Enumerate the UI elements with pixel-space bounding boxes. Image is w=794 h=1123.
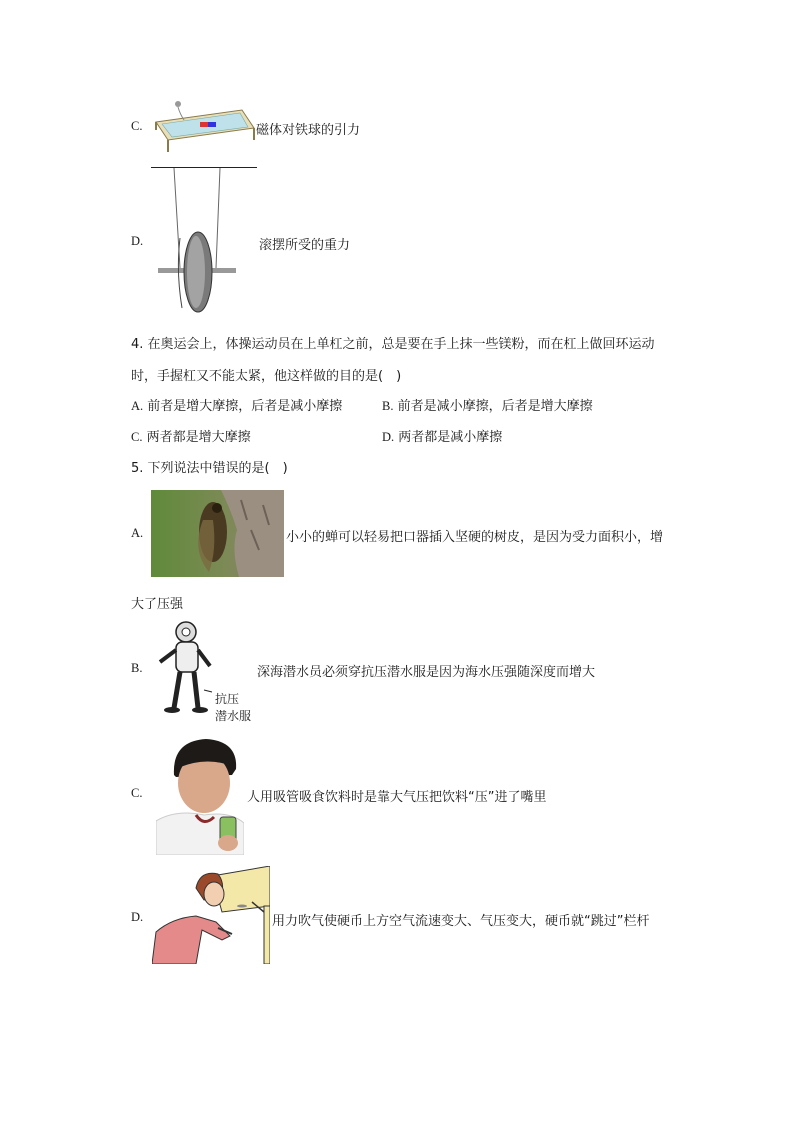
q4-stem-line1: 4. 在奥运会上，体操运动员在上单杠之前，总是要在手上抹一些镁粉，而在杠上做回环运动 bbox=[131, 337, 655, 352]
cicada-photo bbox=[151, 490, 284, 577]
option-label-c-prev: C. bbox=[131, 119, 143, 133]
pendulum-figure bbox=[150, 168, 240, 318]
q4-option-b: B. 前者是减小摩擦，后者是增大摩擦 bbox=[382, 399, 593, 414]
q5-option-a-cont: 大了压强 bbox=[131, 597, 184, 612]
option-text-d-prev: 滚摆所受的重力 bbox=[259, 238, 351, 253]
q4-option-d: D. 两者都是减小摩擦 bbox=[382, 430, 503, 445]
q5-option-c-text: 人用吸管吸食饮料时是靠大气压把饮料“压”进了嘴里 bbox=[247, 790, 547, 805]
q4-option-c: C. 两者都是增大摩擦 bbox=[131, 430, 251, 445]
q5-option-a-text: 小小的蝉可以轻易把口器插入坚硬的树皮，是因为受力面积小，增 bbox=[286, 530, 664, 545]
magnet-board-figure bbox=[150, 100, 258, 155]
diver-label-2: 潜水服 bbox=[215, 709, 252, 723]
coin-blow-figure bbox=[152, 866, 270, 964]
q5-option-b-text: 深海潜水员必须穿抗压潜水服是因为海水压强随深度而增大 bbox=[257, 665, 596, 680]
q5-stem: 5. 下列说法中错误的是( ) bbox=[131, 461, 288, 476]
q4-stem-line2: 时，手握杠又不能太紧，他这样做的目的是( ) bbox=[131, 369, 402, 384]
option-text-c-prev: 磁体对铁球的引力 bbox=[256, 123, 361, 138]
q4-option-a: A. 前者是增大摩擦，后者是减小摩擦 bbox=[131, 399, 343, 414]
q5-option-d-text: 用力吹气使硬币上方空气流速变大、气压变大，硬币就“跳过”栏杆 bbox=[272, 914, 650, 929]
q5-option-b-label: B. bbox=[131, 661, 143, 675]
boy-drinking-photo bbox=[156, 735, 244, 855]
q5-option-a-label: A. bbox=[131, 526, 144, 540]
q5-option-d-label: D. bbox=[131, 910, 144, 924]
option-label-d-prev: D. bbox=[131, 234, 144, 248]
diver-label-1: 抗压 bbox=[215, 692, 240, 706]
q5-option-c-label: C. bbox=[131, 786, 143, 800]
